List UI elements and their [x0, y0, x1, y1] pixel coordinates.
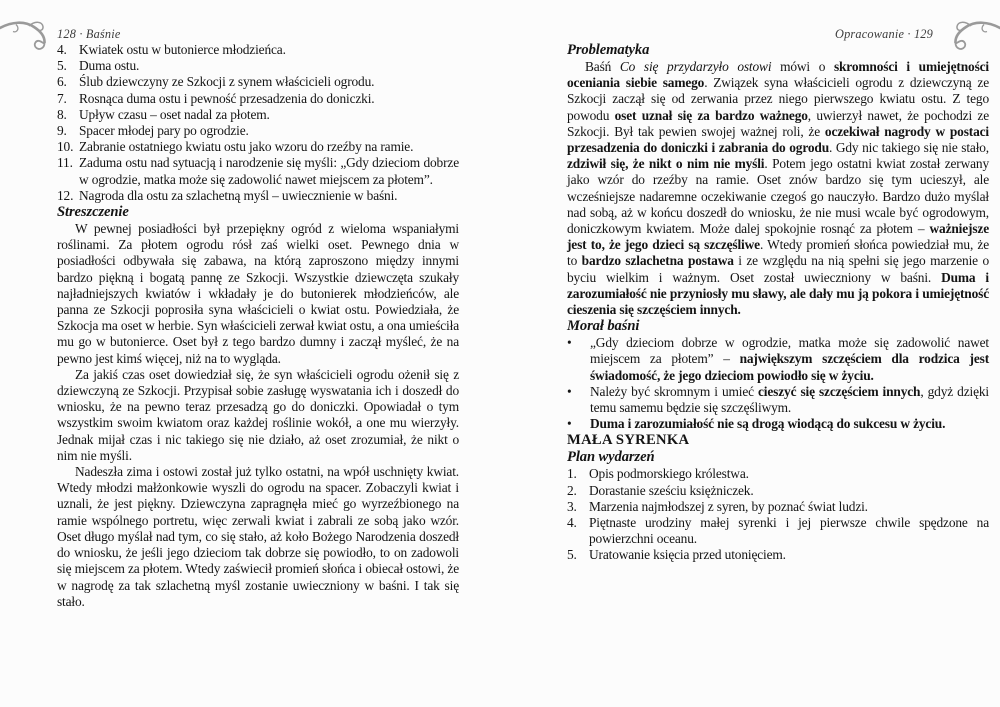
- item-text: Dorastanie sześciu księżniczek.: [589, 482, 754, 498]
- running-head-right: Opracowanie · 129: [834, 27, 933, 41]
- item-number: 5.: [567, 547, 577, 563]
- section-heading-moral: Morał baśni: [567, 318, 640, 335]
- item-text: Uratowanie księcia przed utonięciem.: [589, 547, 786, 563]
- item-number: 6.: [57, 74, 67, 90]
- item-text: Kwiatek ostu w butonierce młodzieńca.: [79, 42, 286, 57]
- list-item: [567, 499, 989, 515]
- moral-list: [567, 335, 989, 432]
- list-item: [57, 91, 459, 107]
- bullet-icon: •: [567, 383, 572, 399]
- bullet-icon: •: [567, 416, 572, 432]
- list-item: [567, 416, 989, 432]
- section-heading-plan-wydarzen: Plan wydarzeń: [567, 449, 655, 466]
- item-text: Duma ostu.: [79, 58, 140, 74]
- list-item: [567, 466, 989, 482]
- item-text: Ślub dziewczyny ze Szkocji z synem właścicieli ogrodu.: [79, 74, 375, 90]
- list-item: [567, 547, 989, 563]
- item-number: 3.: [567, 498, 577, 514]
- page-left: [57, 27, 459, 610]
- item-number: 5.: [57, 58, 67, 74]
- list-item: [57, 107, 459, 123]
- paragraph-streszczenie-3: Nadeszła zima i ostowi został już tylko ostatni, na wpół uschnięty kwiat. Wtedy młodzi małżonkowie wyszli do ogrodu na spacer. Zobaczyli kwiat i uznali, że jest piękny. Dziewczyna zapragnęła mieć go wyrzeźbionego na ramie wspólnego portretu, więc zerwali kwiat i zabrali ze sobą jako wzór. Oset długo myślał nad tym, co się stało, aż koło Bożego Narodzenia doszedł do wniosku, że jeśli jego dzieciom tak dobrze się powiodło, to on zadowoli się miejscem za płotem. Wtedy zaświecił promień słońca i obiecał ostowi, że w nagrodę za tak szlachetną myśl zostanie uwieczniony w baśni. I tak się stało.: [57, 464, 459, 609]
- plan-list-ostu: [57, 42, 459, 204]
- list-item: [567, 483, 989, 499]
- bullet-icon: •: [567, 335, 572, 351]
- item-text: Duma i zarozumiałość nie są drogą wiodącą do sukcesu w życiu.: [590, 416, 946, 432]
- item-text: Marzenia najmłodszej z syren, by poznać świat ludzi.: [589, 498, 868, 514]
- item-text: „Gdy dzieciom dobrze w ogrodzie, matka może się zadowolić nawet miejscem za płotem” – największym szczęściem dla rodzica jest świadomość, że jego dzieciom powiodło się w życiu.: [590, 335, 989, 383]
- section-title-mala-syrenka: MAŁA SYRENKA: [567, 432, 690, 449]
- item-text: Opis podmorskiego królestwa.: [589, 466, 749, 482]
- item-text: Nagroda dla ostu za szlachetną myśl – uwiecznienie w baśni.: [79, 187, 398, 203]
- item-text: Upływ czasu – oset nadal za płotem.: [79, 106, 270, 122]
- item-number: 11.: [57, 155, 73, 171]
- item-text: Piętnaste urodziny małej syrenki i jej pierwsze chwile spędzone na powierzchni oceanu.: [589, 515, 989, 547]
- list-item: [567, 515, 989, 547]
- list-item: [57, 42, 459, 58]
- item-text: Spacer młodej pary po ogrodzie.: [79, 123, 249, 139]
- item-number: 9.: [57, 123, 67, 139]
- running-head-left: 128 · Baśnie: [57, 27, 121, 41]
- item-number: 4.: [57, 42, 67, 57]
- plan-list-syrenka: [567, 466, 989, 563]
- page-right: [567, 27, 989, 564]
- item-number: 1.: [567, 466, 577, 482]
- item-number: 12.: [57, 187, 74, 203]
- item-number: 8.: [57, 106, 67, 122]
- item-text: Zaduma ostu nad sytuacją i narodzenie się myśli: „Gdy dzieciom dobrze w ogrodzie, matka może się zadowolić nawet miejscem za płotem”.: [79, 155, 459, 187]
- list-item: [57, 58, 459, 74]
- item-number: 4.: [567, 515, 577, 531]
- flourish-left-icon: [0, 18, 56, 59]
- item-number: 2.: [567, 482, 577, 498]
- item-number: 7.: [57, 90, 67, 106]
- section-heading-streszczenie: Streszczenie: [57, 204, 129, 221]
- item-text: Należy być skromnym i umieć cieszyć się szczęściem innych, gdyż dzięki temu samemu będzie się szczęśliwym.: [590, 383, 989, 416]
- list-item: [567, 384, 989, 416]
- paragraph-problematyka: Baśń Co się przydarzyło ostowi mówi o skromności i umiejętności oceniania siebie samego. Związek syna właścicieli ogrodu z dziewczyną ze Szkocji zaczął się od zerwania przez niego pierwszego kwiatu ostu. Z tego powodu oset uznał się za bardzo ważnego, uwierzył nawet, że pochodzi ze Szkocji. Był tak pewien swojej ważnej roli, że oczekiwał nagrody w postaci przesadzenia do doniczki i zabrania do ogrodu. Gdy nic takiego się nie stało, zdziwił się, że nikt o nim nie myśli. Potem jego ostatni kwiat został zerwany jako wzór do rzeźby na ramie. Oset znów bardzo się tym ucieszył, ale wcześniejsze nadaremne oczekiwanie czegoś go nauczyło. Bardzo dużo myślał nad sobą, aż w końcu doszedł do wniosku, że nie musi wcale być ogrodowym, doniczkowym kwiatem. Może dalej spokojnie rosnąć za płotem – ważniejsze jest to, że jego dzieci są szczęśliwe. Wtedy promień słońca powiedział mu, że to bardzo szlachetna postawa i ze względu na nią spełni się jego marzenie o byciu wielkim i ważnym. Oset został uwieczniony w baśni. Duma i zarozumiałość nie przyniosły mu sławy, ale dały mu ją pokora i umiejętność cieszenia się szczęściem innych.: [567, 59, 990, 318]
- list-item: [567, 335, 989, 384]
- section-heading-problematyka: Problematyka: [567, 42, 650, 58]
- item-number: 10.: [57, 139, 74, 155]
- item-text: Zabranie ostatniego kwiatu ostu jako wzoru do rzeźby na ramie.: [79, 139, 414, 155]
- list-item: [57, 74, 459, 90]
- item-text: Rosnąca duma ostu i pewność przesadzenia do doniczki.: [79, 90, 375, 106]
- paragraph-streszczenie-1: W pewnej posiadłości był przepiękny ogród z wieloma wspaniałymi roślinami. Za płotem ogrodu rósł zaś wielki oset. Pewnego dnia w posiadłości odbywała się zabawa, na którą zaproszono między innymi bardzo piękną i bogatą pannę ze Szkocji. Wszystkie dziewczęta szukały najładniejszych kwiatów i wkładały je do butonierek młodzieńców, ale panna ze Szkocji poprosiła syna właścicieli o kwiat ostu. Powiedziała, że Szkocja ma oset w herbie. Syn właścicieli zerwał kwiat ostu, a ona umieściła mu go w butonierce. Oset był z tego bardzo dumny i zaczął myśleć, że na pewno jest kimś więcej, niż na to wygląda.: [57, 221, 459, 366]
- list-item: [57, 155, 459, 187]
- list-item: [57, 123, 459, 139]
- paragraph-streszczenie-2: Za jakiś czas oset dowiedział się, że syn właścicieli ogrodu ożenił się z dziewczyną ze Szkocji. Przypisał sobie zasługę wyswatania ich i doszedł do wniosku, że na pewno teraz przesadzą go do doniczki. Opowiadał o tym wszystkim swoim kwiatom oraz każdej roślinie wokół, a one mu wierzyły. Jednak mijał czas i nic takiego się nie działo, aż oset zrozumiał, że nikt o nim nie myśli.: [57, 366, 459, 463]
- list-item: [57, 188, 459, 204]
- list-item: [57, 139, 459, 155]
